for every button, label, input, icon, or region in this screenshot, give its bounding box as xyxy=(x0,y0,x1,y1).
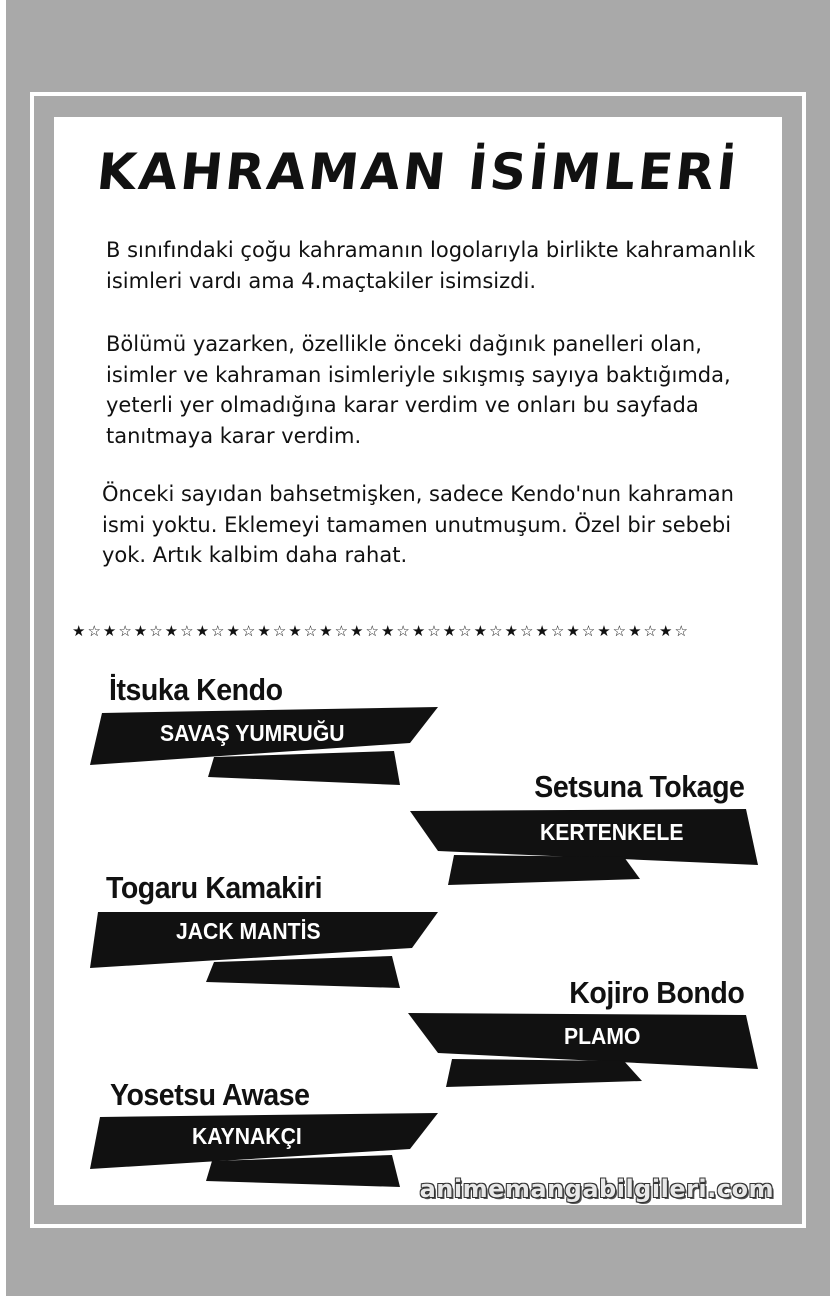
hero-alias: KERTENKELE xyxy=(540,819,684,845)
hero-name: Setsuna Tokage xyxy=(533,769,744,804)
star-divider: ★☆★☆★☆★☆★☆★☆★☆★☆★☆★☆★☆★☆★☆★☆★☆★☆★☆★☆★☆★☆ xyxy=(72,622,690,640)
hero-entry-kamakiri xyxy=(54,870,782,990)
hero-name: Yosetsu Awase xyxy=(110,1077,310,1112)
page-panel xyxy=(54,117,782,1205)
hero-name: Kojiro Bondo xyxy=(568,975,744,1010)
hero-name: İtsuka Kendo xyxy=(109,672,283,707)
page-title: KAHRAMAN İSİMLERİ xyxy=(94,143,742,201)
watermark-text: animemangabilgileri.com xyxy=(419,1175,774,1203)
hero-name: Togaru Kamakiri xyxy=(106,870,323,905)
paragraph-3: Önceki sayıdan bahsetmişken, sadece Kendo'nun kahraman ismi yoktu. Eklemeyi tamamen unutmuşum. Özel bir sebebi yok. Artık kalbim daha rahat. xyxy=(102,482,734,567)
hero-alias: SAVAŞ YUMRUĞU xyxy=(160,720,345,746)
paragraph-1: B sınıfındaki çoğu kahramanın logolarıyla birlikte kahramanlık isimleri vardı ama 4.maçtakiler isimsizdi. xyxy=(106,238,756,293)
hero-alias: PLAMO xyxy=(564,1023,641,1049)
paragraph-2: Bölümü yazarken, özellikle önceki dağınık panelleri olan, isimler ve kahraman isimleriyle sıkışmış sayıya baktığımda, yeterli yer olmadığına karar verdim ve onları bu sayfada tanıtmaya karar verdim. xyxy=(106,332,731,448)
hero-alias: KAYNAKÇI xyxy=(192,1123,302,1149)
hero-alias: JACK MANTİS xyxy=(176,918,321,944)
